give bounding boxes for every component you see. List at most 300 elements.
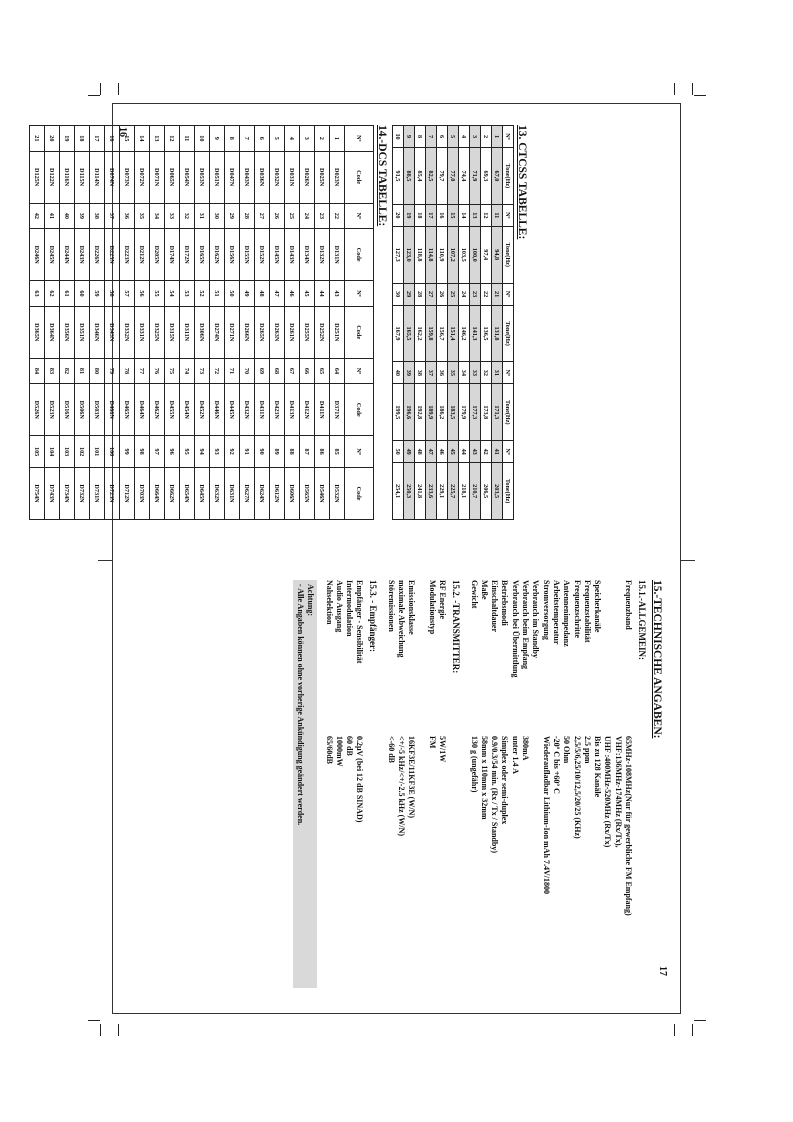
- spec-row: [344, 580, 354, 990]
- ctcss-cell: 16: [437, 204, 448, 226]
- dcs-cell: 95: [180, 436, 195, 468]
- dcs-cell: D645N: [195, 468, 210, 520]
- dcs-cell: 103: [60, 436, 75, 468]
- dcs-cell: D466N: [105, 384, 120, 436]
- dcs-cell: D565N: [300, 468, 315, 520]
- dcs-cell: D116N: [60, 151, 75, 203]
- spec-label: Intermodulation: [345, 580, 355, 637]
- ctcss-cell: 107,2: [448, 226, 459, 283]
- spec-row: [509, 580, 519, 990]
- ctcss-cell: 37: [426, 362, 437, 384]
- dcs-cell: D606N: [285, 468, 300, 520]
- dcs-cell: 79: [105, 358, 120, 384]
- spec-label: Empfänger - Sensibilität: [355, 580, 365, 664]
- dcs-cell: 47: [270, 281, 285, 307]
- ctcss-cell: 71,9: [470, 148, 481, 205]
- ctcss-cell: 203,5: [492, 463, 503, 520]
- dcs-cell: 17: [90, 126, 105, 152]
- dcs-cell: D072N: [135, 151, 150, 203]
- ctcss-cell: 146,2: [459, 305, 470, 362]
- ctcss-cell: 33: [470, 362, 481, 384]
- crop-mark: [692, 83, 693, 95]
- dcs-cell: 97: [150, 436, 165, 468]
- dcs-cell: D343N: [105, 306, 120, 358]
- ctcss-header-cell: Nº: [503, 204, 514, 226]
- dcs-cell: 28: [240, 203, 255, 229]
- spec-value: -20º C bis +60º C: [551, 736, 561, 794]
- dcs-cell: D251N: [330, 306, 345, 358]
- dcs-header-cell: Code: [345, 468, 374, 520]
- dcs-cell: D351N: [75, 306, 90, 358]
- dcs-cell: 93: [210, 436, 225, 468]
- frame-bottom-line: [112, 1013, 681, 1014]
- ctcss-cell: 25: [448, 283, 459, 305]
- ctcss-header-cell: Nº: [503, 362, 514, 384]
- spec-row: [334, 580, 344, 990]
- dcs-cell: D503N: [90, 384, 105, 436]
- ctcss-cell: 136,5: [481, 305, 492, 362]
- ctcss-cell: 103,5: [459, 226, 470, 283]
- dcs-cell: 8: [225, 126, 240, 152]
- dcs-cell: D274N: [210, 306, 225, 358]
- spec-row: [612, 580, 622, 990]
- dcs-cell: 36: [120, 203, 135, 229]
- dcs-cell: 88: [285, 436, 300, 468]
- dcs-cell: D265N: [255, 306, 270, 358]
- dcs-cell: 66: [300, 358, 315, 384]
- ctcss-cell: 85,4: [415, 148, 426, 205]
- ctcss-header-cell: Tone(Hz): [503, 148, 514, 205]
- dcs-cell: 12: [165, 126, 180, 152]
- transmitter-specs: [385, 580, 447, 990]
- crop-mark: [692, 1024, 693, 1036]
- dcs-cell: 3: [300, 126, 315, 152]
- dcs-cell: D731N: [90, 468, 105, 520]
- dcs-cell: 52: [195, 281, 210, 307]
- ctcss-table: [392, 125, 514, 520]
- dcs-cell: D162N: [210, 229, 225, 281]
- ctcss-cell: 206,5: [481, 463, 492, 520]
- dcs-cell: 76: [150, 358, 165, 384]
- dcs-cell: 96: [165, 436, 180, 468]
- dcs-cell: 56: [135, 281, 150, 307]
- dcs-cell: D263N: [270, 306, 285, 358]
- dcs-cell: 27: [255, 203, 270, 229]
- spec-value: FM: [427, 736, 437, 749]
- dcs-cell: D703N: [135, 468, 150, 520]
- dcs-cell: D031N: [285, 151, 300, 203]
- dcs-cell: 98: [135, 436, 150, 468]
- dcs-cell: D364N: [45, 306, 60, 358]
- spec-row: [623, 580, 633, 990]
- fold-mark: [98, 560, 112, 561]
- dcs-cell: 48: [255, 281, 270, 307]
- spec-label: Betriebsmodi: [500, 580, 510, 626]
- dcs-cell: D115N: [75, 151, 90, 203]
- dcs-cell: 89: [270, 436, 285, 468]
- ctcss-cell: 38: [415, 362, 426, 384]
- spec-row: [354, 580, 364, 990]
- ctcss-cell: 241,8: [415, 463, 426, 520]
- dcs-cell: 34: [150, 203, 165, 229]
- ctcss-cell: 29: [404, 283, 415, 305]
- dcs-cell: D464N: [135, 384, 150, 436]
- ctcss-cell: 225,7: [448, 463, 459, 520]
- dcs-cell: D445N: [225, 384, 240, 436]
- dcs-header-cell: Nº: [345, 281, 374, 307]
- dcs-cell: 68: [270, 358, 285, 384]
- ctcss-title: 13. CTCSS TABELLE:: [516, 125, 528, 240]
- ctcss-header-cell: Tone(Hz): [503, 384, 514, 441]
- ctcss-cell: 17: [426, 204, 437, 226]
- ctcss-cell: 14: [459, 204, 470, 226]
- ctcss-cell: 167,9: [393, 305, 404, 362]
- dcs-cell: 86: [315, 436, 330, 468]
- dcs-cell: 85: [330, 436, 345, 468]
- dcs-cell: D152N: [255, 229, 270, 281]
- dcs-cell: 58: [105, 281, 120, 307]
- dcs-cell: D053N: [195, 151, 210, 203]
- crop-mark: [694, 95, 706, 96]
- spec-row: [571, 580, 581, 990]
- spec-label: RF Energie: [438, 580, 448, 620]
- dcs-cell: D662N: [165, 468, 180, 520]
- spec-label: Antennenimpedanz: [562, 580, 572, 647]
- dcs-cell: D612N: [270, 468, 285, 520]
- crop-mark: [694, 1020, 706, 1021]
- ctcss-cell: 41: [492, 441, 503, 463]
- crop-mark: [100, 83, 101, 95]
- dcs-cell: 92: [225, 436, 240, 468]
- ctcss-cell: 97,4: [481, 226, 492, 283]
- dcs-cell: D523N: [45, 384, 60, 436]
- dcs-cell: D412N: [300, 384, 315, 436]
- ctcss-header-cell: Tone(Hz): [503, 463, 514, 520]
- dcs-cell: 83: [45, 358, 60, 384]
- spec-row: [530, 580, 540, 990]
- table-row: [404, 126, 415, 520]
- ctcss-header-cell: Nº: [503, 283, 514, 305]
- spec-value: <-60 dB: [386, 736, 396, 764]
- receiver-specs: [323, 580, 364, 990]
- ctcss-cell: 159,8: [426, 305, 437, 362]
- spec-value: 130 g (ungefähr): [469, 736, 479, 793]
- dcs-cell: 15: [120, 126, 135, 152]
- dcs-cell: D465N: [120, 384, 135, 436]
- spec-value: 58mm x 110mm x 32mm: [479, 736, 489, 820]
- dcs-cell: D627N: [240, 468, 255, 520]
- ctcss-cell: 20: [393, 204, 404, 226]
- dcs-cell: 6: [255, 126, 270, 152]
- dcs-cell: 16: [105, 126, 120, 152]
- dcs-cell: 100: [105, 436, 120, 468]
- dcs-cell: 102: [75, 436, 90, 468]
- dcs-cell: 64: [330, 358, 345, 384]
- dcs-cell: 7: [240, 126, 255, 152]
- dcs-cell: 39: [75, 203, 90, 229]
- ctcss-cell: 44: [459, 441, 470, 463]
- dcs-cell: 44: [315, 281, 330, 307]
- spec-label: Frequenzband: [624, 580, 633, 630]
- dcs-cell: D174N: [165, 229, 180, 281]
- dcs-cell: D074N: [105, 151, 120, 203]
- spec-label: Speicherkanäle: [593, 580, 603, 633]
- ctcss-cell: 21: [492, 283, 503, 305]
- table-row: [492, 126, 503, 520]
- dcs-cell: D245N: [45, 229, 60, 281]
- ctcss-cell: 177,3: [470, 384, 481, 441]
- dcs-cell: 71: [225, 358, 240, 384]
- ctcss-header-cell: Nº: [503, 441, 514, 463]
- spec-label: Verbrauch beim Empfang: [521, 580, 531, 670]
- dcs-cell: 35: [135, 203, 150, 229]
- dcs-cell: 72: [210, 358, 225, 384]
- fold-mark: [681, 560, 695, 561]
- ctcss-cell: 4: [459, 126, 470, 148]
- ctcss-cell: 171,3: [492, 384, 503, 441]
- spec-value: <+/-5 kHz/<+/-2.5 kHz (W/N): [397, 736, 407, 837]
- crop-mark: [674, 83, 675, 95]
- dcs-cell: 38: [90, 203, 105, 229]
- table-row: [426, 126, 437, 520]
- table-row: [180, 126, 195, 520]
- dcs-cell: 19: [60, 126, 75, 152]
- dcs-cell: D212N: [135, 229, 150, 281]
- spec-value: 60 dB: [345, 736, 355, 756]
- dcs-cell: 32: [180, 203, 195, 229]
- dcs-cell: 30: [210, 203, 225, 229]
- spec-row: [540, 580, 550, 990]
- dcs-cell: 82: [60, 358, 75, 384]
- dcs-cell: D054N: [180, 151, 195, 203]
- general-specs: [468, 580, 633, 990]
- spec-label: Verbrauch bei Übermittlung: [510, 580, 520, 678]
- dcs-cell: D223N: [120, 229, 135, 281]
- table-row: [105, 126, 120, 520]
- ctcss-cell: 229,1: [437, 463, 448, 520]
- ctcss-cell: 19: [404, 204, 415, 226]
- dcs-cell: 5: [270, 126, 285, 152]
- dcs-cell: 49: [240, 281, 255, 307]
- dcs-cell: 94: [195, 436, 210, 468]
- spec-label: Einschaltdauer: [490, 580, 500, 633]
- dcs-cell: D226N: [90, 229, 105, 281]
- dcs-cell: D455N: [165, 384, 180, 436]
- spec-label: Modulationstyp: [427, 580, 437, 635]
- dcs-cell: D734N: [60, 468, 75, 520]
- table-row: [481, 126, 492, 520]
- dcs-cell: D125N: [30, 151, 45, 203]
- dcs-cell: D143N: [285, 229, 300, 281]
- dcs-cell: 2: [315, 126, 330, 152]
- dcs-cell: 81: [75, 358, 90, 384]
- table-row: [75, 126, 90, 520]
- page-right: [143, 580, 663, 990]
- spec-row: [520, 580, 530, 990]
- dcs-header-cell: Code: [345, 306, 374, 358]
- dcs-cell: D156N: [225, 229, 240, 281]
- dcs-cell: 74: [180, 358, 195, 384]
- dcs-cell: 67: [285, 358, 300, 384]
- table-row: [459, 126, 470, 520]
- spec-row: [406, 580, 416, 990]
- dcs-cell: 73: [195, 358, 210, 384]
- spec-label: Arbeitstemperatur: [551, 580, 561, 645]
- dcs-cell: 104: [45, 436, 60, 468]
- dcs-cell: D664N: [150, 468, 165, 520]
- spec-value: unter 1.4 A: [510, 736, 520, 774]
- ctcss-cell: 127,3: [393, 226, 404, 283]
- notice-text: - Alle Angaben können ohne vorherige Ankündigung geändert werden.: [296, 584, 306, 826]
- transmitter-section-title: 15.2. -TRANSMITTER:: [451, 580, 462, 674]
- table-row: [393, 126, 404, 520]
- ctcss-cell: 110,9: [437, 226, 448, 283]
- dcs-cell: D331N: [135, 306, 150, 358]
- table-row: [195, 126, 210, 520]
- ctcss-cell: 210,7: [470, 463, 481, 520]
- dcs-cell: D043N: [240, 151, 255, 203]
- spec-value: 0.9/0.3/54 min. (Rx / Tx / Standby): [490, 736, 500, 853]
- ctcss-cell: 192,8: [415, 384, 426, 441]
- table-row: [210, 126, 225, 520]
- ctcss-cell: 36: [437, 362, 448, 384]
- ctcss-cell: 254,1: [393, 463, 404, 520]
- ctcss-cell: 179,9: [459, 384, 470, 441]
- dcs-cell: 40: [60, 203, 75, 229]
- spec-row: [385, 580, 395, 990]
- spec-value: [530, 736, 540, 990]
- dcs-cell: 41: [45, 203, 60, 229]
- dcs-cell: D743N: [45, 468, 60, 520]
- dcs-cell: D071N: [150, 151, 165, 203]
- dcs-cell: D754N: [30, 468, 45, 520]
- spec-row: [427, 580, 437, 990]
- ctcss-cell: 47: [426, 441, 437, 463]
- ctcss-header-cell: Nº: [503, 126, 514, 148]
- spec-label: Störemissionen: [386, 580, 396, 632]
- crop-mark: [674, 1024, 675, 1036]
- table-row: [285, 126, 300, 520]
- table-row: [448, 126, 459, 520]
- ctcss-cell: 162,2: [415, 305, 426, 362]
- ctcss-cell: 156,7: [437, 305, 448, 362]
- dcs-cell: D261N: [285, 306, 300, 358]
- spec-label: maximale Abweichung: [397, 580, 407, 658]
- dcs-cell: D315N: [165, 306, 180, 358]
- table-row: [437, 126, 448, 520]
- dcs-cell: D036N: [255, 151, 270, 203]
- ctcss-cell: 114,8: [426, 226, 437, 283]
- crop-mark: [100, 1024, 101, 1036]
- spec-label: Audio Ausgang: [334, 580, 344, 633]
- spec-row: [323, 580, 333, 990]
- dcs-cell: D023N: [330, 151, 345, 203]
- dcs-cell: D526N: [30, 384, 45, 436]
- dcs-cell: 87: [300, 436, 315, 468]
- dcs-cell: 50: [225, 281, 240, 307]
- ctcss-cell: 28: [415, 283, 426, 305]
- dcs-cell: 37: [105, 203, 120, 229]
- dcs-table: [29, 125, 374, 520]
- spec-value: 16KF3E/11KF3E (W/N): [407, 736, 417, 818]
- dcs-cell: D306N: [195, 306, 210, 358]
- dcs-cell: D311N: [180, 306, 195, 358]
- dcs-header-cell: Code: [345, 229, 374, 281]
- ctcss-cell: 49: [404, 441, 415, 463]
- ctcss-cell: 183,5: [448, 384, 459, 441]
- ctcss-cell: 233,6: [426, 463, 437, 520]
- ctcss-cell: 39: [404, 362, 415, 384]
- dcs-cell: 11: [180, 126, 195, 152]
- ctcss-cell: 88,5: [404, 148, 415, 205]
- spec-value: Simplex oder semi-duplex: [500, 736, 510, 825]
- table-row: [150, 126, 165, 520]
- ctcss-cell: 196,6: [404, 384, 415, 441]
- dcs-header-cell: Code: [345, 384, 374, 436]
- spec-label: Emissionsklasse: [407, 580, 417, 635]
- dcs-cell: D325N: [150, 306, 165, 358]
- ctcss-cell: 79,7: [437, 148, 448, 205]
- ctcss-cell: 189,9: [426, 384, 437, 441]
- ctcss-cell: 218,1: [459, 463, 470, 520]
- dcs-cell: D332N: [120, 306, 135, 358]
- dcs-cell: D145N: [270, 229, 285, 281]
- dcs-cell: D631N: [225, 468, 240, 520]
- spec-label: Frequenzstabilität: [582, 580, 592, 643]
- ctcss-cell: 12: [481, 204, 492, 226]
- table-row: [135, 126, 150, 520]
- ctcss-header-cell: Tone(Hz): [503, 226, 514, 283]
- ctcss-cell: 45: [448, 441, 459, 463]
- spec-value: 380mA: [521, 736, 531, 761]
- ctcss-cell: 46: [437, 441, 448, 463]
- table-row: [225, 126, 240, 520]
- ctcss-cell: 5: [448, 126, 459, 148]
- dcs-cell: 20: [45, 126, 60, 152]
- spec-row: [551, 580, 561, 990]
- spec-row: [499, 580, 509, 990]
- ctcss-cell: 42: [481, 441, 492, 463]
- spec-label: Frequenzschritte: [572, 580, 582, 639]
- dcs-cell: D243N: [75, 229, 90, 281]
- dcs-cell: D132N: [315, 229, 330, 281]
- dcs-cell: 26: [270, 203, 285, 229]
- spec-label: [612, 580, 622, 736]
- dcs-cell: 1: [330, 126, 345, 152]
- ctcss-cell: 74,4: [459, 148, 470, 205]
- spec-label: Maße: [479, 580, 489, 600]
- ctcss-cell: 6: [437, 126, 448, 148]
- ctcss-cell: 67,0: [492, 148, 503, 205]
- table-row: [30, 126, 45, 520]
- dcs-cell: 99: [120, 436, 135, 468]
- spec-label: Gewicht: [469, 580, 479, 609]
- dcs-cell: 43: [330, 281, 345, 307]
- spec-row: [592, 580, 602, 990]
- dcs-cell: 90: [255, 436, 270, 468]
- ctcss-cell: 8: [415, 126, 426, 148]
- notice-box: [293, 580, 317, 988]
- general-section-title: 15.1.-ALLGEMEIN:: [637, 580, 647, 661]
- dcs-cell: 70: [240, 358, 255, 384]
- ctcss-cell: 250,3: [404, 463, 415, 520]
- notice-title: Achtung:: [306, 584, 316, 617]
- dcs-cell: 59: [90, 281, 105, 307]
- dcs-cell: D134N: [300, 229, 315, 281]
- dcs-cell: D365N: [30, 306, 45, 358]
- dcs-cell: 84: [30, 358, 45, 384]
- spec-row: [479, 580, 489, 990]
